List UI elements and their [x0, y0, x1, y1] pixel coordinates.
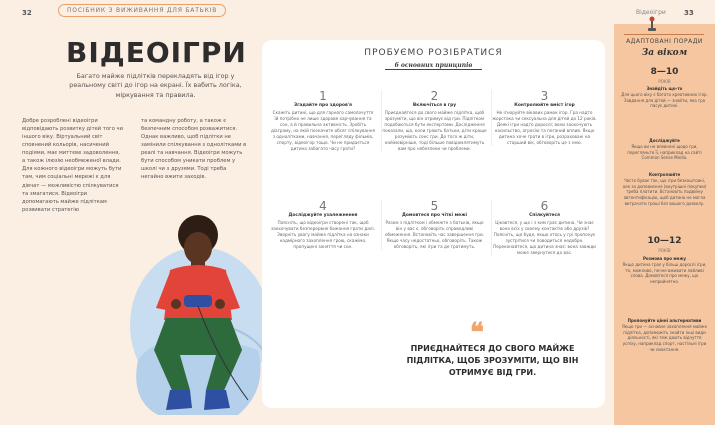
principle-text: Не ігноруйте вікових рамок ігор. Гра надто жорстока чи сексуальна для дітей до 12 років. Деякі ігри надто дорослі; вони заохочують насильство, агресію та поганий вплив. Якщо дитина хоче грати в ігри, розраховані на старший вік, обговоріть це з нею. [492, 110, 597, 145]
principle-5 [381, 200, 487, 250]
principle-text: Поясніть, що відеоігри створені так, щоб заохочувати безперервне бажання грати далі. Зверніть увагу майже підлітка на ознаки надмірного захоплення грою, скажімо, пропущені заняття чи сон. [271, 220, 375, 249]
tip-heading: Розмова про межу [643, 256, 686, 261]
body-column-left: Добре розроблені відеоігри відповідають розвитку дітей того чи іншого віку. Віртуальний світ сповнений кольорів, насичений подіями, має миттєве задоволення, а також ілюзію необмеженої влади. Для кожного відеоігри можуть бути там, чим соціальні мережі є для дівчат — можливістю спілкуватися та змагатися. Відеоігри допомагають майже підліткам розвивати стратегію [22, 118, 123, 213]
tip-block [620, 318, 709, 353]
running-title: ПОСІБНИК З ВИЖИВАННЯ ДЛЯ БАТЬКІВ [58, 4, 226, 17]
principle-text: Цікавтеся, у що і з ким грає дитина. Чи знає вона всіх у своєму контактів або друзів? Поясніть, що буде, якщо хтось у грі пропонує зустрітися чи поводиться недобре. Переконайтеся, що дитина знає: вона завжди може звернутися до вас. [493, 220, 596, 255]
principle-heading: Включіться в гру [412, 103, 457, 109]
principle-4 [270, 200, 376, 250]
tip-text: Якщо гри — основне захоплення майже підлітка, допоможіть знайти інші види діяльності, які теж дають відчуття успіху, наприклад спорт, настільні ігри чи смоктання. [622, 323, 707, 352]
principle-number: 3 [540, 89, 549, 103]
tip-heading: Пропонуйте цінні альтернативи [627, 318, 702, 323]
principle-text: Разом з підлітком і обмежте з батьків, якщо він у вас є, обговоріть справедливі обмеження. Встановіть час завершення гри. Якщо часу недостатньо, обговоріть. Також обговоріть, які ігри та де гратимуть. [384, 220, 485, 249]
tip-heading: Контролюйте [648, 172, 681, 177]
principle-number: 5 [430, 199, 439, 213]
page-number-left: 32 [22, 9, 32, 17]
pull-quote: ПРИЄДНАЙТЕСЯ ДО СВОГО МАЙЖЕ ПІДЛІТКА, ЩОБ ЗРОЗУМІТИ, ЩО ВІН ОТРИМУЄ ВІД ГРИ. [406, 344, 579, 377]
age-unit-2: РОКІВ [658, 248, 671, 253]
teen-gaming-illustration [118, 200, 278, 425]
lead-paragraph: Багато майже підлітків перекладять від ігор у реальному світі до ігор на екрані. Їх вабить логіка, міркування та правила. [69, 72, 242, 99]
principles-subtitle-text: 6 основних принципів [385, 62, 483, 70]
tip-text: Часто буває так, що ігри безкоштовні, але за доповнення (внутрішні покупки) треба платити. Встановіть подвійну автентифікацію, щоб дитина не могла витрачати гроші без вашого дозволу. [622, 177, 707, 206]
tip-heading: Досліджуйте [649, 138, 680, 143]
age-range-2: 10—12 [647, 236, 682, 246]
page-number-right: 33 [684, 9, 694, 17]
principles-subtitle [262, 62, 605, 69]
age-range-1: 8—10 [650, 67, 679, 77]
sidebar-heading: АДАПТОВАНІ ПОРАДИ [626, 38, 703, 45]
page-title: ВІДЕОІГРИ [66, 36, 247, 69]
tip-block [620, 172, 709, 207]
tip-block [620, 86, 709, 109]
tip-text: Якщо ви не впевнені щодо гри, перегляньте її, наприклад на сайті Common Sense Media. [627, 143, 702, 161]
principle-text: Приєднайтеся до свого майже підлітка, щоб зрозуміти, що він отримує від гри. Підлітком подобаються бути експертами. Дослідження показали, що, коли грають батьки, діти краще розуміють сенс гри. До того ж діти, найімовірніше, тоді більше повідомлятимуть вам про небезпеки чи проблеми. [382, 110, 487, 151]
principle-number: 6 [540, 199, 549, 213]
tip-block [620, 256, 709, 285]
principle-number: 4 [319, 199, 327, 213]
principle-number: 2 [430, 89, 439, 103]
body-column-middle: та командну роботу, а також є безпечним способом розважитися. Однак важливо, щоб підлітки не замінили спілкування з однолітками в реалі та навчання. Відеоігри можуть бути способом уникати проблем у школі чи з друзями. Тоді треба негайно вжити заходів. [141, 118, 247, 181]
principles-title: ПРОБУЄМО РОЗІБРАТИСЯ [364, 48, 503, 58]
quote-marks-icon: ❝ [470, 318, 484, 348]
sidebar-age-title: За віком [641, 48, 688, 58]
principle-heading: Згадайте про здоров'я [294, 103, 352, 109]
joystick-icon [647, 16, 657, 32]
principle-text: Скажіть дитині, що для гарного самопочуття їй потрібно не лише здорове харчування та сон, а й правильна активність. Зробіть діаграму, на якій позначите обсяг спілкування з однолітками, навчання, перегляду фільмів, спорту, відеоігор тощо. Чи не придається дитина забагато часу грати? [270, 110, 376, 151]
principle-number: 1 [319, 89, 327, 103]
principle-1 [270, 90, 376, 151]
sidebar-label: Відеоігри [636, 9, 666, 16]
tip-block [620, 138, 709, 161]
principle-heading: Досліджуйте узалежнення [288, 213, 358, 219]
principle-2 [381, 90, 487, 151]
principle-6 [491, 200, 597, 256]
tip-text: Для цього віку є багато креативних ігор. Завдання для дітей — знайти, яка гра пасує дитині. [621, 91, 708, 109]
age-unit-1: РОКІВ [658, 79, 671, 84]
sidebar-divider [624, 34, 704, 35]
principle-3 [491, 90, 597, 146]
tip-text: Якщо дитина грає у більш дорослі ігри, то, можливо, почне вживати лайливі слова. Домовтеся про межу, що неприйнятно. [622, 261, 707, 285]
tip-heading: Знайдіть що-то [646, 86, 683, 91]
tips-sidebar [614, 24, 715, 425]
principle-heading: Спілкуйтеся [529, 213, 560, 219]
principle-heading: Домовтеся про чіткі межі [401, 213, 468, 219]
principle-heading: Контролюйте вміст ігор [514, 103, 575, 109]
